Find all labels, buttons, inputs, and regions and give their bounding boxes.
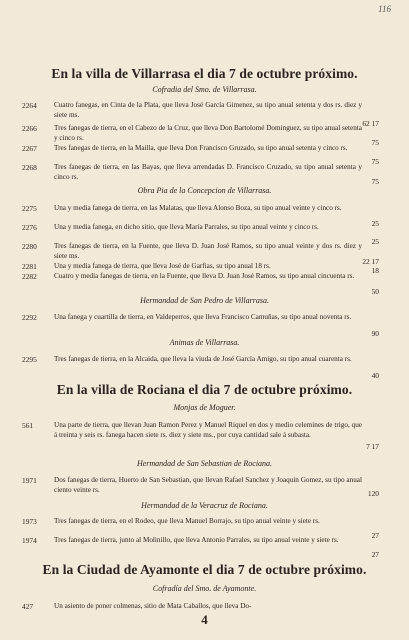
entry-text: Tres fanegas de tierra, en la Mailla, que lleva Don Francisco Gruzado, su tipo anual setenta y cinco rs. xyxy=(54,144,348,152)
entry-number: 2281 xyxy=(22,262,37,271)
entry-text: Una fanega y cuartilla de tierra, en Valdeperros, que lleva Francisco Camuñas, su tipo anual noventa rs. xyxy=(54,313,352,321)
entry-2267 xyxy=(22,144,362,154)
entry-1973 xyxy=(22,517,362,527)
entry-text: Tres fanegas de tierra, en las Bayas, que lleva arrendadas D. Francisco Cruzado, su tipo anual setenta y cinco rs. xyxy=(54,163,362,181)
entry-2264 xyxy=(22,101,362,120)
entry-number: 2295 xyxy=(22,355,37,364)
entry-number: 2282 xyxy=(22,272,37,281)
entry-2268 xyxy=(22,163,362,182)
entry-number: 427 xyxy=(22,602,34,611)
entry-amount: 27 xyxy=(371,550,379,559)
entry-text: Cuatro fanegas, en Cinta de la Plata, que lleva José García Gimenez, su tipo anual setenta y dos rs. diez y siete ms. xyxy=(54,101,362,119)
section-heading-villarrasa: En la villa de Villarrasa el dia 7 de octubre próximo. xyxy=(51,66,358,81)
entry-number: 2275 xyxy=(22,204,37,213)
entry-427 xyxy=(22,602,362,612)
entry-text: Tres fanegas de tierra, en el Rodeo, que lleva Manuel Borrajo, su tipo anual veinte y siete rs. xyxy=(54,517,320,525)
group-title: Animas de Villarrasa. xyxy=(169,338,240,347)
group-title: Monjas de Moguer. xyxy=(173,403,236,412)
entry-number: 2267 xyxy=(22,144,37,153)
entry-text: Una parte de tierra, que llevan Juan Ramon Perez y Manuel Riquel en dos y medio celemines de trigo, que á treinta y seis rs. fanega hacen siete rs. diez y siete ms., por cuya cantidad sale á subasta. xyxy=(54,421,362,439)
entry-text: Una y media fanega de tierra, que lleva José de Garfias, su tipo anual 18 rs. xyxy=(54,262,271,270)
entry-amount: 22 17 xyxy=(362,257,379,266)
entry-number: 1973 xyxy=(22,517,37,526)
entry-amount: 27 xyxy=(371,531,379,540)
entry-amount: 50 xyxy=(371,287,379,296)
entry-text: Una y media fanega de tierra, en las Malatas, que lleva Alonso Boza, su tipo anual veinte y cinco rs. xyxy=(54,204,342,212)
entry-2276 xyxy=(22,223,362,233)
group-title: Hermandad de San Sebastian de Rociana. xyxy=(136,459,273,468)
entry-2275 xyxy=(22,204,362,214)
group-title: Obra Pia de la Concepcion de Villarrasa. xyxy=(137,186,272,195)
group-title: Cofradía del Smo. de Ayamonte. xyxy=(152,584,257,593)
entry-text: Tres fanegas de tierra, junto al Molinillo, que lleva Antonio Parrales, su tipo anual veinte y siete rs. xyxy=(54,536,339,544)
entry-2292 xyxy=(22,313,362,323)
entry-text: Un asiento de poner colmenas, sitio de Mata Caballos, que lleva Do- xyxy=(54,602,252,610)
entry-amount: 120 xyxy=(367,489,379,498)
entry-1971 xyxy=(22,476,362,495)
entry-amount: 75 xyxy=(371,138,379,147)
entry-amount: 75 xyxy=(371,157,379,166)
group-title: Hermandad de la Veracruz de Rociana. xyxy=(141,501,268,510)
entry-number: 2268 xyxy=(22,163,37,172)
entry-1974 xyxy=(22,536,362,546)
entry-amount: 40 xyxy=(371,371,379,380)
entry-text: Tres fanegas de tierra, en la Fuente, que lleva D. Juan José Ramos, su tipo anual veinte y dos rs. diez y siete ms. xyxy=(54,242,362,260)
entry-number: 1971 xyxy=(22,476,37,485)
entry-2281 xyxy=(22,262,362,272)
entry-amount: 7 17 xyxy=(366,442,379,451)
entry-number: 2280 xyxy=(22,242,37,251)
entry-number: 1974 xyxy=(22,536,37,545)
entry-number: 2276 xyxy=(22,223,37,232)
section-heading-ayamonte: En la Ciudad de Ayamonte el dia 7 de octubre próximo. xyxy=(42,562,367,577)
entry-amount: 25 xyxy=(371,219,379,228)
entry-number: 2264 xyxy=(22,101,37,110)
entry-amount: 62 17 xyxy=(362,119,379,128)
group-title: Cofradia del Smo. de Villarrasa. xyxy=(152,85,257,94)
entry-number: 2292 xyxy=(22,313,37,322)
entry-text: Dos fanegas de tierra, Huerto de San Sebastian, que llevan Rafael Sanchez y Joaquin Gomez, su tipo anual ciento veinte rs. xyxy=(54,476,362,494)
entry-text: Tres fanegas de tierra, en el Cabezo de la Cruz, que lleva Don Bartolomé Dominguez, su tipo anual setenta y cinco rs. xyxy=(54,124,362,142)
page-number: 4 xyxy=(201,612,208,627)
section-heading-rociana: En la villa de Rociana el dia 7 de octubre próximo. xyxy=(56,382,353,397)
entry-amount: 75 xyxy=(371,177,379,186)
entry-amount: 90 xyxy=(371,329,379,338)
group-title: Hermandad de San Pedro de Villarrasa. xyxy=(140,296,269,305)
entry-number: 561 xyxy=(22,421,34,430)
entry-amount: 18 xyxy=(371,266,379,275)
entry-amount: 25 xyxy=(371,237,379,246)
entry-2282 xyxy=(22,272,362,282)
corner-mark: 116 xyxy=(378,4,391,14)
entry-text: Una y media fanega, en dicho sitio, que lleva María Parrales, su tipo anual veinte y cinco rs. xyxy=(54,223,319,231)
entry-text: Tres fanegas de tierra, en la Alcaida, que lleva la viuda de José García Amigo, su tipo anual cuarenta rs. xyxy=(54,355,352,363)
entry-2280 xyxy=(22,242,362,261)
entry-number: 2266 xyxy=(22,124,37,133)
entry-text: Cuatro y media fanegas de tierra, en la Fuente, que lleva D. Juan José Ramos, su tipo anual cincuenta rs. xyxy=(54,272,355,280)
entry-2295 xyxy=(22,355,362,365)
entry-2266 xyxy=(22,124,362,143)
entry-561 xyxy=(22,421,362,440)
